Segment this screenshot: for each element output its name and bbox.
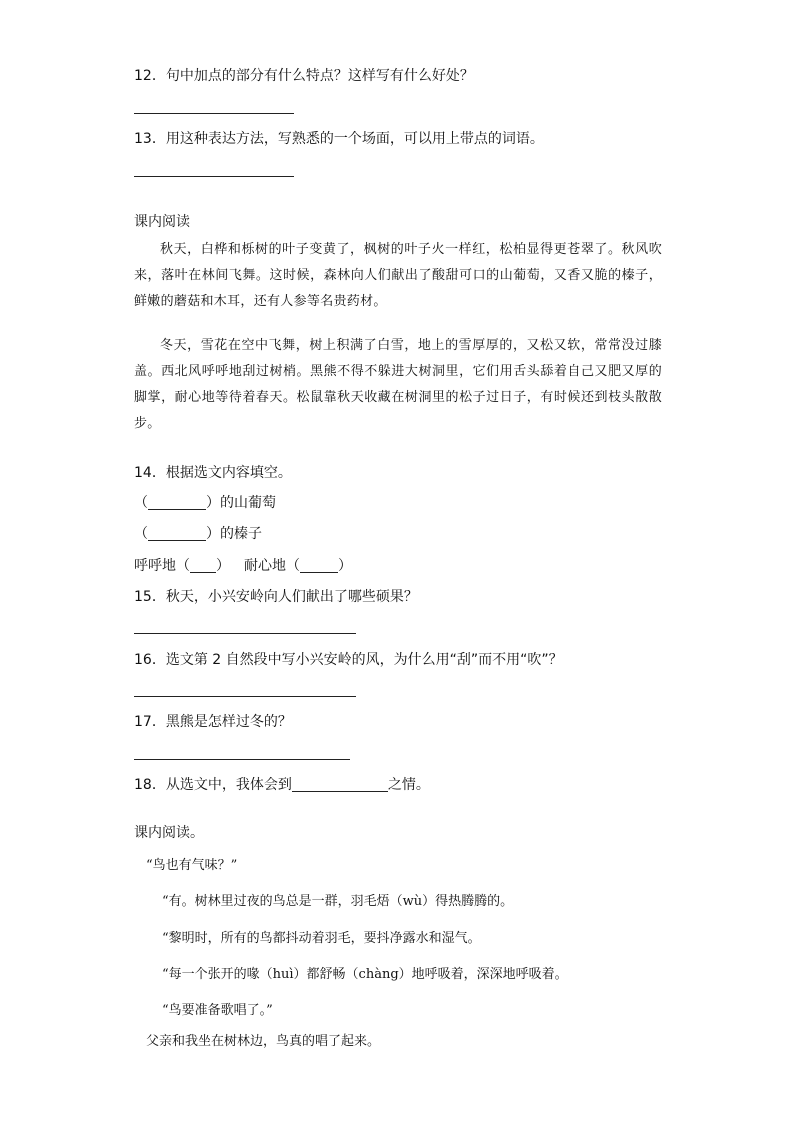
blank-a[interactable] (148, 495, 206, 510)
passage-2-line-5: “鸟要准备歌唱了。” (162, 1003, 273, 1018)
fill-blank-a (134, 493, 276, 513)
question-17: 17．黑熊是怎样过冬的？ (134, 714, 292, 730)
answer-line-13[interactable] (134, 176, 294, 177)
section-title-reading-2: 课内阅读。 (134, 825, 204, 841)
question-18 (134, 775, 430, 795)
fill-blank-c (134, 556, 230, 576)
paren-open: （ (134, 526, 148, 542)
blank-c[interactable] (190, 558, 216, 573)
paren-close: ） (338, 558, 352, 574)
fill-blank-b-suffix: ）的榛子 (206, 526, 262, 542)
fill-blank-d (244, 556, 352, 576)
question-12: 12．句中加点的部分有什么特点？这样写有什么好处？ (134, 68, 474, 84)
answer-line-16[interactable] (134, 696, 356, 697)
passage-2-line-1: “鸟也有气味？” (146, 858, 238, 873)
section-title-reading-1: 课内阅读 (134, 214, 190, 230)
fill-blank-a-suffix: ）的山葡萄 (206, 495, 276, 511)
blank-b[interactable] (148, 526, 206, 541)
passage-2-line-2: “有。树林里过夜的鸟总是一群，羽毛焐（wù）得热腾腾的。 (162, 894, 514, 909)
question-18-suffix: 之情。 (387, 777, 430, 793)
passage-1-paragraph-2: 冬天，雪花在空中飞舞，树上积满了白雪，地上的雪厚厚的，又松又软，常常没过膝盖。西北风呼呼地刮过树梢。黑熊不得不躲进大树洞里，它们用舌头舔着自己又肥又厚的脚掌，耐心地等待着春天。松鼠靠秋天收藏在树洞里的松子过日子，有时候还到枝头散散步。 (134, 338, 662, 431)
fill-blank-b (134, 524, 262, 544)
fill-blank-c-label: 呼呼地（ (134, 558, 190, 574)
question-18-prefix: 18．从选文中，我体会到 (134, 777, 292, 793)
blank-d[interactable] (300, 558, 338, 573)
question-16: 16．选文第 2 自然段中写小兴安岭的风，为什么用“刮”而不用“吹”？ (134, 652, 563, 668)
question-14: 14．根据选文内容填空。 (134, 465, 292, 481)
passage-2-line-6: 父亲和我坐在树林边，鸟真的唱了起来。 (146, 1034, 381, 1049)
fill-blank-d-label: 耐心地（ (244, 558, 300, 574)
paren-open: （ (134, 495, 148, 511)
blank-18[interactable] (292, 777, 388, 792)
passage-2-line-3: “黎明时，所有的鸟都抖动着羽毛，要抖净露水和湿气。 (162, 931, 481, 946)
answer-line-12[interactable] (134, 113, 294, 114)
answer-line-17[interactable] (134, 759, 350, 760)
passage-2-line-4: “每一个张开的喙（huì）都舒畅（chàng）地呼吸着，深深地呼吸着。 (162, 967, 568, 982)
question-15: 15．秋天，小兴安岭向人们献出了哪些硕果？ (134, 589, 418, 605)
paren-close: ） (216, 558, 230, 574)
question-13: 13．用这种表达方法，写熟悉的一个场面，可以用上带点的词语。 (134, 131, 544, 147)
answer-line-15[interactable] (134, 633, 356, 634)
passage-1-paragraph-1: 秋天，白桦和栎树的叶子变黄了，枫树的叶子火一样红，松柏显得更苍翠了。秋风吹来，落叶在林间飞舞。这时候，森林向人们献出了酸甜可口的山葡萄，又香又脆的榛子，鲜嫩的蘑菇和木耳，还有人参等名贵药材。 (134, 242, 662, 309)
